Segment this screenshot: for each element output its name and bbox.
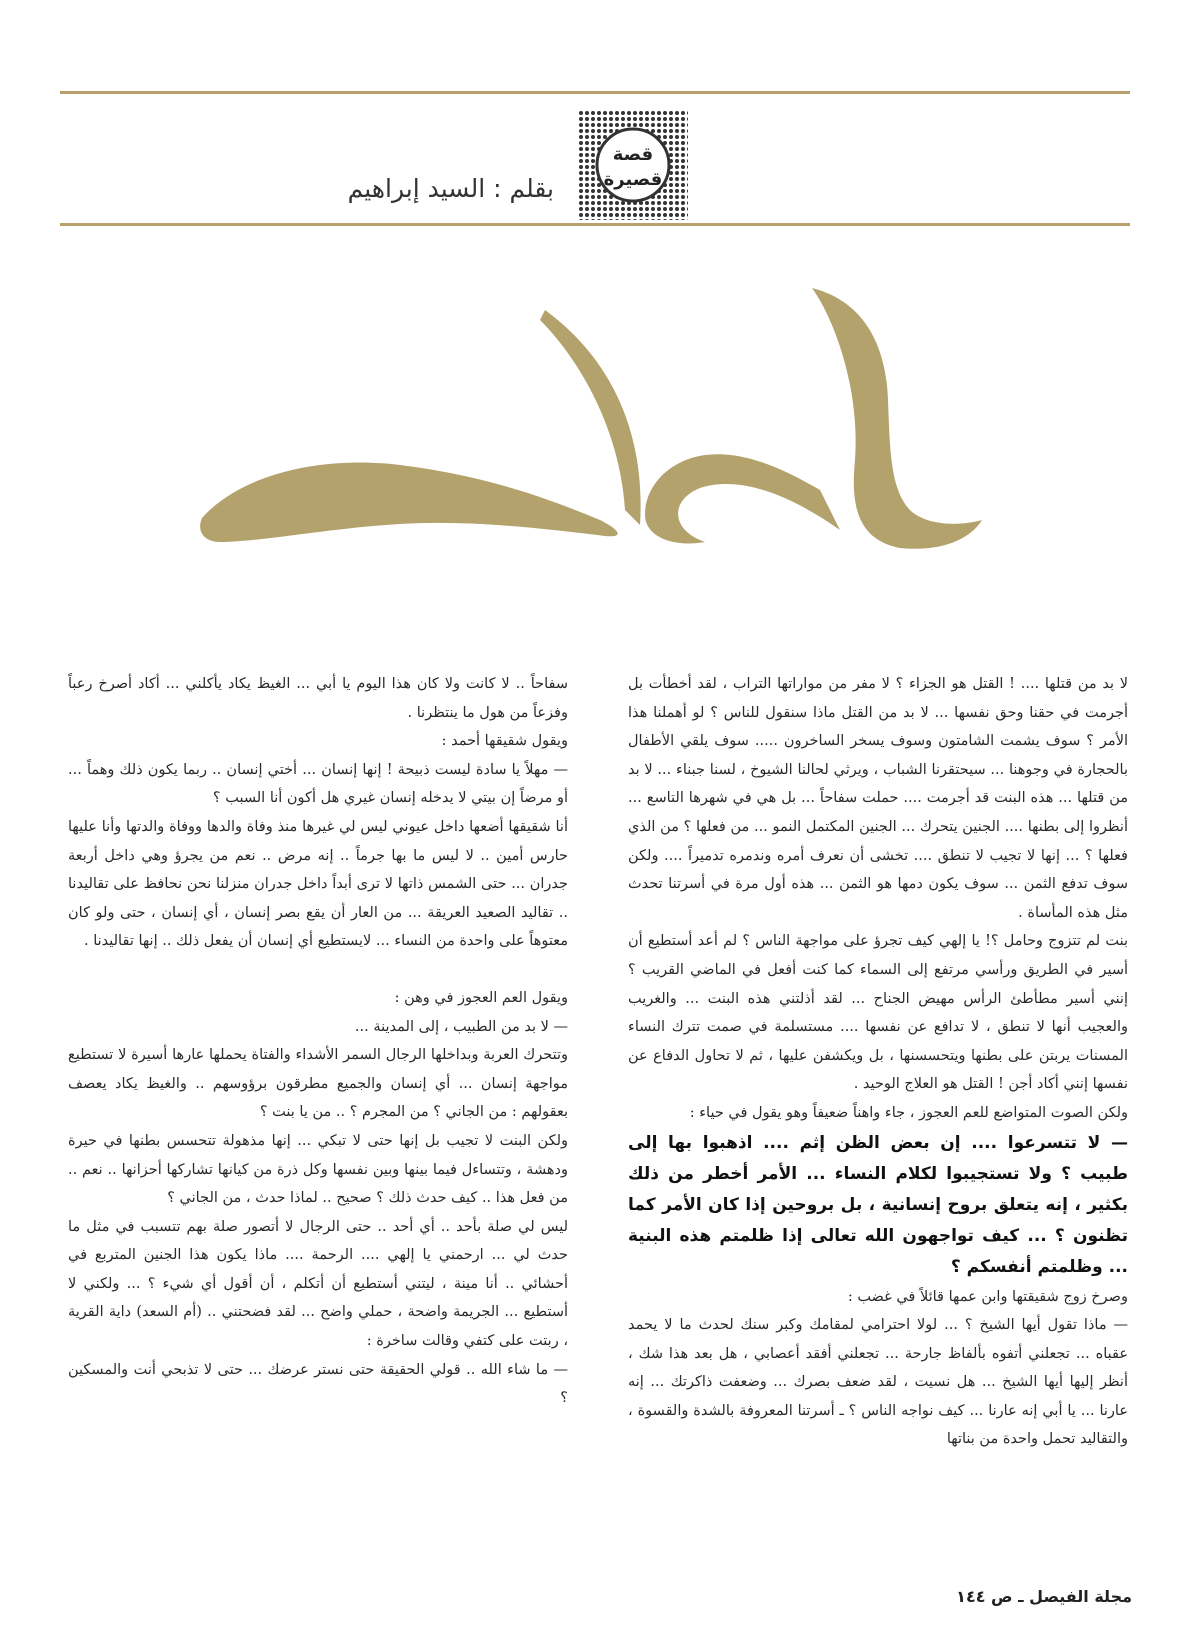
paragraph: — مهلاً يا سادة ليست ذبيحة ! إنها إنسان ... أختي إنسان .. ربما يكون ذلك وهماً ... أو مرضاً إن بيتي لا يدخله إنسان غيري هل أكون أنا السبب ؟ <box>68 761 568 807</box>
page-footer: مجلة الفيصل ـ ص ١٤٤ <box>956 1587 1132 1606</box>
paragraph: ليس لي صلة بأحد .. أي أحد .. حتى الرجال لا أتصور صلة بهم تتسبب في مثل ما حدث لي ... ارحمني يا إلهي .... الرحمة .... ماذا يكون هذا الجنين المتربع في أحشائي .. أنا مينة ، ليتني أستطيع أن أتكلم ، أن أقول أي شيء ؟ ... ولكني لا أستطيع ... الجريمة واضحة ، حملي واضح ... لقد فضحتني .. (أم السعد) داية القرية ، ربتت على كتفي وقالت ساخرة : <box>68 1218 568 1350</box>
story-title-calligraphy-icon <box>200 280 990 560</box>
paragraph: ويقول العم العجوز في وهن : <box>394 989 568 1006</box>
paragraph: — لا بد من الطبيب ، إلى المدينة ... <box>354 1018 568 1035</box>
paragraph: وصرخ زوج شقيقتها وابن عمها قائلاً في غضب : <box>847 1288 1128 1305</box>
paragraph: — ما شاء الله .. قولي الحقيقة حتى نستر عرضك ... حتى لا تذبحي أنت والمسكين ؟ <box>68 1361 568 1407</box>
paragraph: — ماذا تقول أيها الشيخ ؟ ... لولا احترامي لمقامك وكبر سنك لحدث ما لا يحمد عقباه ... تجعلني أتفوه بألفاظ جارحة ... تجعلني أفقد أعصابي ، هل بعد هذا شك ، أنظر إليها أيها الشيخ ... هل نسيت ، لقد ضعف بصرك ... وضعفت ذاكرتك ... إنه عارنا ... يا أبي إنه عارنا ... كيف نواجه الناس ؟ ـ أسرتنا المعروفة بالشدة والقسوة ، والتقاليد تحمل واحدة من بناتها <box>628 1317 1128 1448</box>
paragraph: أنا شقيقها أضعها داخل عيوني ليس لي غيرها منذ وفاة والدها ووفاة والدتها وأنا عليها حارس أمين .. لا ليس ما بها جرماً .. إنه مرض .. نعم من يجرؤ وهي داخل أربعة جدران ... حتى الشمس ذاتها لا ترى أبداً داخل جدران منزلنا نحن نحافظ على تقاليدنا .. تقاليد الصعيد العريقة ... من العار أن يقع بصر إنسان ، أي إنسان ، حتى ولو كان معتوهاً على واحدة من النساء ... لايستطيع أي إنسان أن يفعل ذلك .. إنها تقاليدنا . <box>68 818 568 950</box>
byline-author: السيد إبراهيم <box>347 174 486 203</box>
short-story-badge <box>578 110 688 220</box>
paragraph: ولكن البنت لا تجيب بل إنها حتى لا تبكي ... إنها مذهولة تتحسس بطنها في حيرة ودهشة ، وتتساءل فيما بينها وبين نفسها وكل ذرة من كيانها تشاركها أحزانها .. نعم .. من فعل هذا .. كيف حدث ذلك ؟ صحيح .. لماذا حدث ، من الجاني ؟ <box>68 1132 568 1207</box>
paragraph: ويقول شقيقها أحمد : <box>441 733 568 750</box>
article-column-left <box>68 670 568 1550</box>
paragraph: سفاحاً .. لا كانت ولا كان هذا اليوم يا أبي ... الغيظ يكاد يأكلني ... أكاد أصرخ رعباً وفزعاً من هول ما ينتظرنا . <box>68 676 568 721</box>
article-column-right <box>628 670 1128 1550</box>
uncle-speech-bold: — لا تتسرعوا .... إن بعض الظن إثم .... اذهبوا بها إلى طبيب ؟ ولا تستجيبوا لكلام النساء ... الأمر أخطر من ذلك بكثير ، إنه يتعلق بروح إنسانية ، بل بروحين إذا كان الأمر كما تظنون ؟ ... كيف تواجهون الله تعالى إذا ظلمتم هذه البنية ... وظلمتم أنفسكم ؟ <box>628 1132 1128 1277</box>
paragraph: بنت لم تتزوج وحامل ؟! يا إلهي كيف تجرؤ على مواجهة الناس ؟ لم أعد أستطيع أن أسير في الطريق ورأسي مرتفع إلى السماء كما كنت أفعل في الماضي القريب ؟ إنني أسير مطأطئ الرأس مهيض الجناح ... لقد أذلتني هذه البنت ... والغريب والعجيب أنها لا تنطق ، لا تدافع عن نفسها .... مستسلمة في صمت تترك النساء المسنات يربتن على بطنها ويتحسسنها ، بل ويكشفن عليها ، ثم لا تحاول الدفاع عن نفسها إنني أكاد أجن ! القتل هو العلاج الوحيد . <box>628 933 1128 1093</box>
paragraph: لا بد من قتلها .... ! القتل هو الجزاء ؟ لا مفر من مواراتها التراب ، لقد أخطأت بل أجرمت في حقنا وحق نفسها ... لا بد من القتل ماذا سنقول للناس ؟ لو أهملنا هذا الأمر ؟ سوف يشمت الشامتون وسوف يسخر الساخرون ..... سوف يلقي الأطفال بالحجارة في وجوهنا ... سيحتقرنا الشباب ، ويرثي لحالنا الشيوخ ، لسنا جبناء ... لا بد من قتلها ... هذه البنت قد أجرمت .... حملت سفاحاً ... بل هي في شهرها التاسع ... أنظروا إلى بطنها .... الجنين يتحرك ... الجنين المكتمل النمو ... من فعلها ؟ من الذي فعلها ؟ ... إنها لا تجيب لا تنطق .... تخشى أن نعرف أمره وندمره تدميراً .... ولكن سوف تدفع الثمن ... سوف يكون دمها هو الثمن ... هذه أول مرة في أسرتنا تحدث مثل هذه المأساة . <box>628 676 1128 921</box>
header-bottom-rule <box>60 223 1130 226</box>
badge-line-1: قصة <box>612 144 654 165</box>
badge-line-2: قصيرة <box>603 169 663 190</box>
paragraph: ولكن الصوت المتواضع للعم العجوز ، جاء واهناً ضعيفاً وهو يقول في حياء : <box>689 1104 1128 1121</box>
byline-prefix: بقلم : <box>493 174 554 203</box>
header-top-rule <box>60 91 1130 94</box>
paragraph: وتتحرك العربة وبداخلها الرجال السمر الأشداء والفتاة يحملها عارها أسيرة لا تستطيع مواجهة إنسان ... أي إنسان والجميع مطرقون برؤوسهم .. والغيظ يكاد يعصف بعقولهم : من الجاني ؟ من المجرم ؟ .. من يا بنت ؟ <box>68 1047 568 1121</box>
byline <box>274 174 554 203</box>
